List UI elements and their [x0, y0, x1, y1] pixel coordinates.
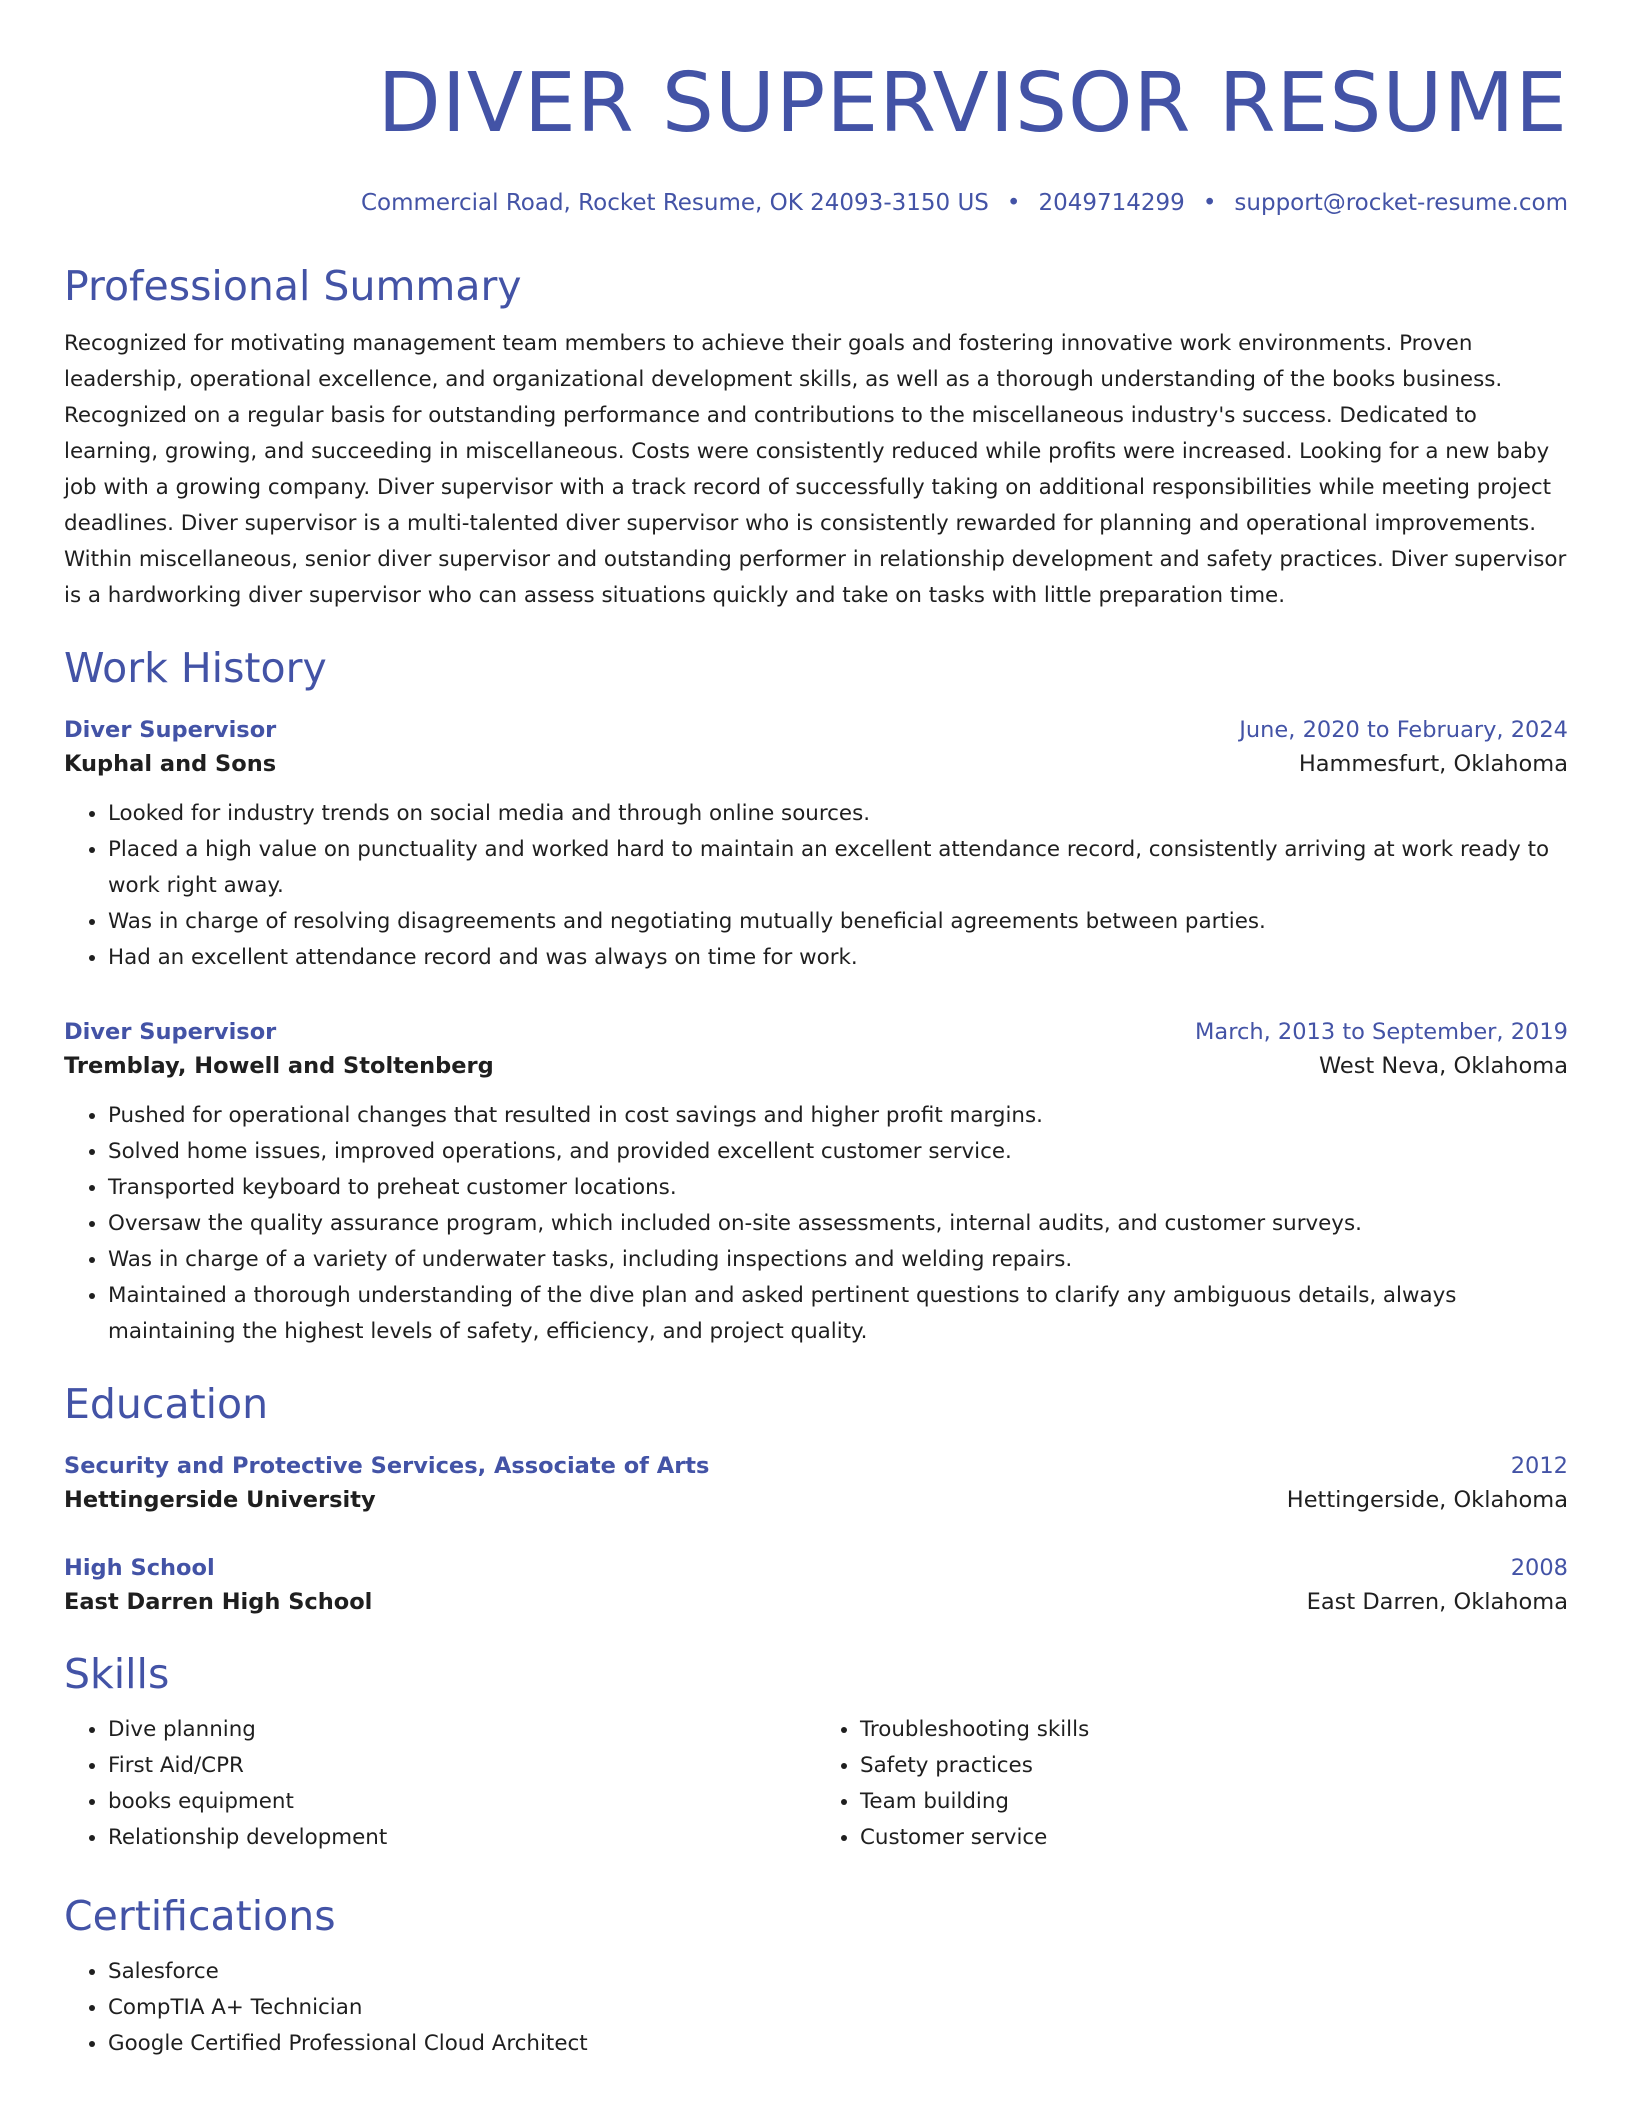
- job-location: West Neva, Oklahoma: [1318, 1053, 1568, 1079]
- education-school: Hettingerside University: [64, 1487, 376, 1513]
- job-entry: [64, 1016, 1568, 1350]
- education-entry: [64, 1552, 1568, 1620]
- contact-line: [64, 188, 1568, 218]
- skills-grid: [64, 1712, 1568, 1856]
- education-location: East Darren, Oklahoma: [1306, 1589, 1568, 1615]
- contact-separator: •: [1006, 190, 1021, 216]
- certification-item: • Google Certified Professional Cloud Architect: [108, 2026, 1568, 2062]
- skills-list-left: [64, 1712, 816, 1856]
- education-year: 2012: [1510, 1453, 1568, 1479]
- job-role: Diver Supervisor: [64, 1019, 277, 1045]
- contact-phone: 2049714299: [1038, 190, 1185, 216]
- job-company: Kuphal and Sons: [64, 751, 277, 777]
- section-title-skills: Skills: [64, 1650, 170, 1698]
- skill-item: • Team building: [860, 1784, 1568, 1820]
- education-entry: [64, 1450, 1568, 1518]
- skill-item: • First Aid/CPR: [108, 1748, 816, 1784]
- skill-item: • Safety practices: [860, 1748, 1568, 1784]
- job-header-row: [64, 714, 1568, 746]
- job-bullet: • Pushed for operational changes that resulted in cost savings and higher profit margins.: [108, 1098, 1568, 1134]
- section-title-education: Education: [64, 1380, 269, 1428]
- skill-item: • Relationship development: [108, 1820, 816, 1856]
- summary-text: Recognized for motivating management team members to achieve their goals and fostering innovative work environments. Proven leadership, operational excellence, and organizational development skills, as well as a thorough understanding of the books business. Recognized on a regular basis for outstanding performance and contributions to the miscellaneous industry's success. Dedicated to learning, growing, and succeeding in miscellaneous. Costs were consistently reduced while profits were increased. Looking for a new baby job with a growing company. Diver supervisor with a track record of successfully taking on additional responsibilities while meeting project deadlines. Diver supervisor is a multi-talented diver supervisor who is consistently rewarded for planning and operational improvements. Within miscellaneous, senior diver supervisor and outstanding performer in relationship development and safety practices. Diver supervisor is a hardworking diver supervisor who can assess situations quickly and take on tasks with little preparation time.: [64, 331, 1567, 608]
- job-bullet: • Looked for industry trends on social media and through online sources.: [108, 796, 1568, 832]
- education-school: East Darren High School: [64, 1589, 373, 1615]
- education-year: 2008: [1510, 1555, 1568, 1581]
- job-bullet: • Was in charge of resolving disagreements and negotiating mutually beneficial agreements between parties.: [108, 904, 1568, 940]
- job-bullet: • Was in charge of a variety of underwater tasks, including inspections and welding repairs.: [108, 1242, 1568, 1278]
- education-header-row: [64, 1450, 1568, 1482]
- contact-address: Commercial Road, Rocket Resume, OK 24093-3150 US: [360, 190, 989, 216]
- resume-title: DIVER SUPERVISOR RESUME: [377, 56, 1568, 151]
- job-location: Hammesfurt, Oklahoma: [1298, 751, 1568, 777]
- job-dates: March, 2013 to September, 2019: [1195, 1019, 1568, 1045]
- job-bullets: [64, 1098, 1568, 1350]
- section-title-certifications: Certifications: [64, 1892, 336, 1940]
- education-location: Hettingerside, Oklahoma: [1286, 1487, 1568, 1513]
- job-header-row: [64, 1016, 1568, 1048]
- skill-item: • Customer service: [860, 1820, 1568, 1856]
- education-school-row: [64, 1584, 1568, 1620]
- certification-item: • Salesforce: [108, 1954, 1568, 1990]
- job-company: Tremblay, Howell and Stoltenberg: [64, 1053, 494, 1079]
- skill-item: • Troubleshooting skills: [860, 1712, 1568, 1748]
- contact-email[interactable]: support@rocket-resume.com: [1234, 190, 1568, 216]
- contact-separator: •: [1202, 190, 1217, 216]
- skills-list-right: [816, 1712, 1568, 1856]
- education-header-row: [64, 1552, 1568, 1584]
- skill-item: • books equipment: [108, 1784, 816, 1820]
- job-dates: June, 2020 to February, 2024: [1239, 717, 1568, 743]
- certifications-list: [64, 1954, 1568, 2062]
- job-bullets: [64, 796, 1568, 976]
- education-degree: High School: [64, 1555, 215, 1581]
- job-company-row: [64, 1048, 1568, 1084]
- education-degree: Security and Protective Services, Associate of Arts: [64, 1453, 710, 1479]
- job-bullet: • Solved home issues, improved operations, and provided excellent customer service.: [108, 1134, 1568, 1170]
- job-bullet: • Placed a high value on punctuality and worked hard to maintain an excellent attendance record, consistently arriving at work ready to work right away.: [108, 832, 1568, 904]
- job-bullet: • Maintained a thorough understanding of the dive plan and asked pertinent questions to clarify any ambiguous details, always maintaining the highest levels of safety, efficiency, and project quality.: [108, 1278, 1568, 1350]
- section-title-work-history: Work History: [64, 644, 327, 692]
- job-bullet: • Oversaw the quality assurance program, which included on-site assessments, internal audits, and customer surveys.: [108, 1206, 1568, 1242]
- job-bullet: • Transported keyboard to preheat customer locations.: [108, 1170, 1568, 1206]
- job-entry: [64, 714, 1568, 976]
- education-school-row: [64, 1482, 1568, 1518]
- skill-item: • Dive planning: [108, 1712, 816, 1748]
- section-title-summary: Professional Summary: [64, 262, 522, 310]
- certification-item: • CompTIA A+ Technician: [108, 1990, 1568, 2026]
- job-role: Diver Supervisor: [64, 717, 277, 743]
- job-bullet: • Had an excellent attendance record and was always on time for work.: [108, 940, 1568, 976]
- job-company-row: [64, 746, 1568, 782]
